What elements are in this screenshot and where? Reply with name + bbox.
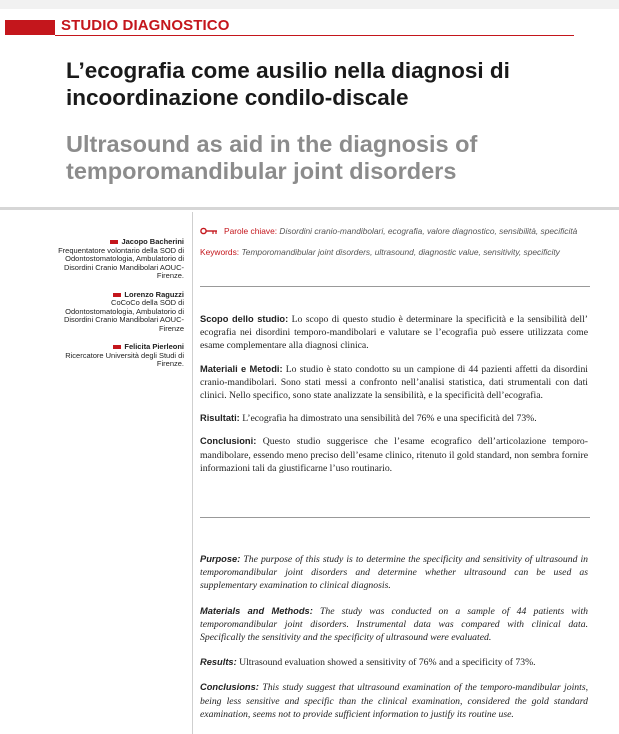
author-list [52,238,184,379]
paragraph-text: This study suggest that ultrasound examination of the temporo-mandibular joints, being less sensitive and specific than the clinical examination, considered the gold standard examination, seems not to provide sufficient information to justify its routine use. [200,682,589,720]
author-affiliation: Ricercatore Università degli Studi di Firenze. [65,350,184,368]
abstract-paragraph [200,681,588,721]
language-divider [200,517,590,518]
keywords-it-label: Parole chiave: [224,226,278,236]
keywords-block [200,226,592,267]
abstract-italian [200,313,588,485]
section-marker [5,20,55,35]
paragraph-label: Purpose: [200,554,241,564]
abstract-english [200,553,588,733]
abstract-paragraph [200,313,588,353]
paragraph-label: Conclusions: [200,682,259,693]
keywords-en-label: Keywords: [200,247,240,257]
author-affiliation: Frequentatore volontario della SOD di Odontostomatologia, Ambulatorio di Disordini Cranio Mandibolari AOUC- Firenze. [58,245,184,280]
keywords-italian [200,226,592,237]
abstract-paragraph [200,553,588,593]
section-label: STUDIO DIAGNOSTICO [61,17,230,34]
paragraph-label: Materials and Methods: [200,605,313,616]
abstract-paragraph [200,605,588,645]
paragraph-label: Results: [200,657,237,668]
english-title: Ultrasound as aid in the diagnosis of temporomandibular joint disorders [66,131,478,184]
paragraph-text: The study was conducted on a sample of 44 patients with temporomandibular joint disorders. Instrumental data was compared with clinical data. Specifically the sensitivity and the specificity of ultrasound were evaluated. [200,605,588,644]
keywords-en-text: Temporomandibular joint disorders, ultrasound, diagnostic value, sensitivity, specificity [241,247,560,257]
author-marker-icon [113,293,121,297]
abstract-paragraph [200,656,588,669]
abstract-paragraph [200,435,588,475]
abstract-paragraph [200,363,588,403]
column-divider [192,212,193,734]
keywords-it-text: Disordini cranio-mandibolari, ecografia, valore diagnostico, sensibilità, specificità [279,226,578,236]
italian-title: L’ecografia come ausilio nella diagnosi di incoordinazione condilo-discale [66,58,510,110]
author-marker-icon [110,240,118,244]
keywords-english [200,247,592,257]
paragraph-text: Lo scopo di questo studio è determinare la specificità e la sensibilità dell’ ecografia nei disordini temporo-mandibolari e valutare se l’ecografia può essere utilizzata come esame complementare alla diagnosi clinica. [200,314,588,352]
keywords-divider [200,286,590,287]
key-icon [200,227,218,237]
author-name: Jacopo Bacherini [121,237,184,246]
author-entry [52,343,184,369]
paragraph-label: Materiali e Metodi: [200,363,283,374]
paragraph-text: Ultrasound evaluation showed a sensitivity of 76% and a specificity of 73%. [239,657,536,669]
paragraph-text: L’ecografia ha dimostrato una sensibilità del 76% e una specificità del 73%. [242,413,537,425]
paragraph-text: The purpose of this study is to determine the specificity and sensitivity of ultrasound in temporomandibular joint disorders and determine whether ultrasound can be used as supplementary examination to clinical diagnosis. [200,554,588,592]
author-entry [52,291,184,334]
paragraph-text: Lo studio è stato condotto su un campione di 44 pazienti affetti da disordini cranio-mandibolari. Sono stati messi a confronto nell’analisi statistica, dati strumentali con dati clinici. Nello specifico, sono state analizzate la sensibilità, e la specificità dell’ecografia. [200,363,588,402]
author-affiliation: CoCoCo della SOD di Odontostomatologia, Ambulatorio di Disordini Cranio Mandibolari AOUC-Firenze [63,298,184,333]
author-entry [52,238,184,281]
paragraph-label: Risultati: [200,413,240,424]
paragraph-text: Questo studio suggerisce che l’esame ecografico dell’articolazione temporo-mandibolare, essendo meno preciso dell’esame clinico, ritenuto il gold standard, non sembra fornire informazioni tali da giustificarne l’uso routinario. [200,436,588,474]
paragraph-label: Scopo dello studio: [200,314,289,324]
author-name: Felicita Pierleoni [124,342,184,351]
abstract-paragraph [200,412,588,425]
paragraph-label: Conclusioni: [200,436,257,447]
top-margin-band [0,0,619,9]
section-underline [55,35,574,36]
header-divider [0,207,619,210]
author-name: Lorenzo Raguzzi [124,289,184,299]
author-marker-icon [113,345,121,349]
